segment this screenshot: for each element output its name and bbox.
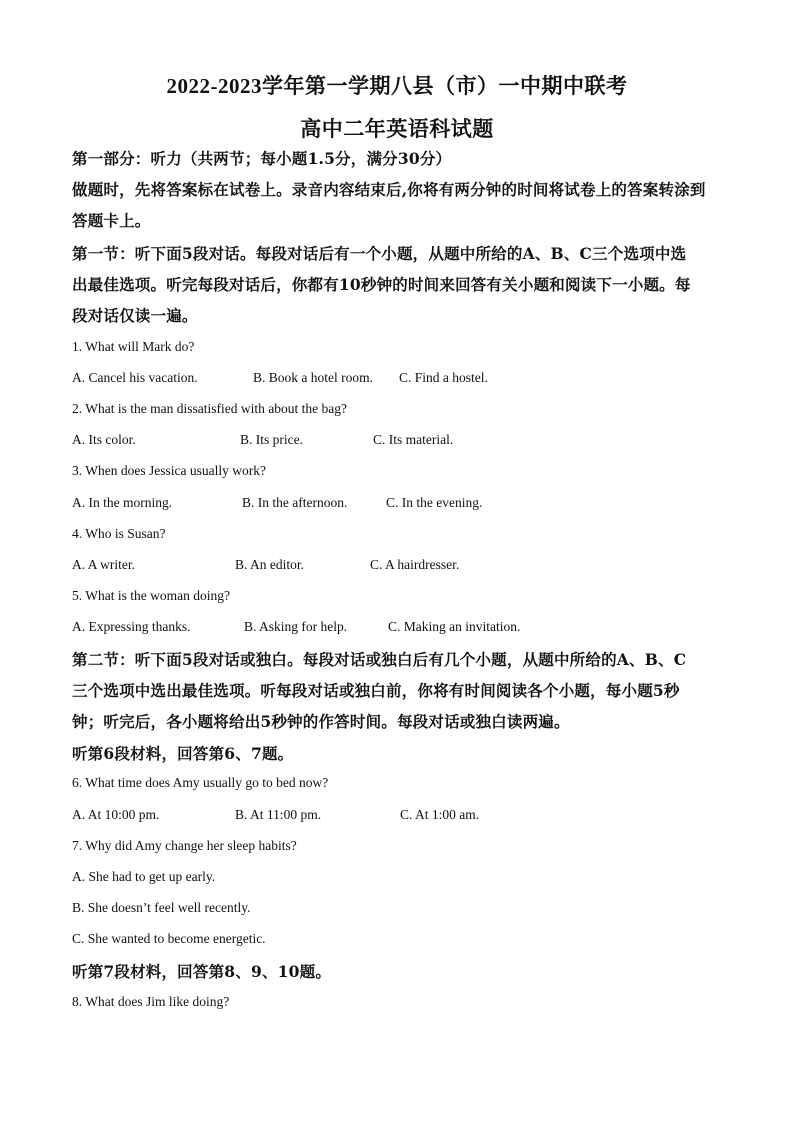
- exam-subtitle: 高中二年英语科试题: [300, 117, 494, 141]
- q1-option-a: A. Cancel his vacation.: [72, 370, 198, 385]
- question-4: 4. Who is Susan?: [72, 526, 166, 541]
- question-2: 2. What is the man dissatisfied with about the bag?: [72, 401, 347, 416]
- q4-option-b: B. An editor.: [235, 557, 305, 572]
- q7-option-c: C. She wanted to become energetic.: [72, 931, 266, 946]
- q2-option-a: A. Its color.: [72, 432, 136, 447]
- q5-option-c: C. Making an invitation.: [388, 619, 521, 634]
- question-7: 7. Why did Amy change her sleep habits?: [72, 838, 297, 853]
- question-6: 6. What time does Amy usually go to bed now?: [72, 775, 329, 790]
- q5-option-b: B. Asking for help.: [244, 619, 348, 634]
- q6-option-a: A. At 10:00 pm.: [72, 807, 160, 822]
- section2-line-3: 钟；听完后，各小题将给出5秒钟的作答时间。每段对话或独白读两遍。: [72, 712, 570, 731]
- section1-line-3: 段对话仅读一遍。: [72, 306, 198, 325]
- q6-option-b: B. At 11:00 pm.: [235, 807, 322, 822]
- q6-option-c: C. At 1:00 am.: [400, 807, 480, 822]
- instruction-line-2: 答题卡上。: [72, 211, 151, 230]
- instruction-line-1: 做题时，先将答案标在试卷上。录音内容结束后,你将有两分钟的时间将试卷上的答案转涂到: [72, 180, 706, 199]
- exam-title: 2022-2023学年第一学期八县（市）一中期中联考: [166, 74, 628, 98]
- q4-option-c: C. A hairdresser.: [370, 557, 460, 572]
- q7-option-a: A. She had to get up early.: [72, 869, 216, 884]
- q3-option-a: A. In the morning.: [72, 495, 173, 510]
- q5-option-a: A. Expressing thanks.: [72, 619, 191, 634]
- material-6-heading: 听第6段材料，回答第6、7题。: [72, 744, 294, 763]
- q3-option-b: B. In the afternoon.: [242, 495, 348, 510]
- section2-line-2: 三个选项中选出最佳选项。听每段对话或独白前，你将有时间阅读各个小题，每小题5秒: [72, 681, 680, 700]
- q7-option-b: B. She doesn’t feel well recently.: [72, 900, 251, 915]
- q3-option-c: C. In the evening.: [386, 495, 483, 510]
- q2-option-c: C. Its material.: [373, 432, 454, 447]
- section2-line-1: 第二节：听下面5段对话或独白。每段对话或独白后有几个小题，从题中所给的A、B、C: [72, 650, 687, 669]
- q1-option-b: B. Book a hotel room.: [253, 370, 373, 385]
- material-7-heading: 听第7段材料，回答第8、9、10题。: [72, 962, 332, 981]
- q1-option-c: C. Find a hostel.: [399, 370, 488, 385]
- part1-heading: 第一部分：听力（共两节；每小题1.5分，满分30分）: [72, 149, 452, 168]
- q4-option-a: A. A writer.: [72, 557, 135, 572]
- question-5: 5. What is the woman doing?: [72, 588, 230, 603]
- section1-line-1: 第一节：听下面5段对话。每段对话后有一个小题，从题中所给的A、B、C三个选项中选: [72, 244, 687, 263]
- question-3: 3. When does Jessica usually work?: [72, 463, 266, 478]
- section1-line-2: 出最佳选项。听完每段对话后，你都有10秒钟的时间来回答有关小题和阅读下一小题。每: [72, 275, 691, 294]
- question-8: 8. What does Jim like doing?: [72, 994, 230, 1009]
- question-1: 1. What will Mark do?: [72, 339, 195, 354]
- q2-option-b: B. Its price.: [240, 432, 303, 447]
